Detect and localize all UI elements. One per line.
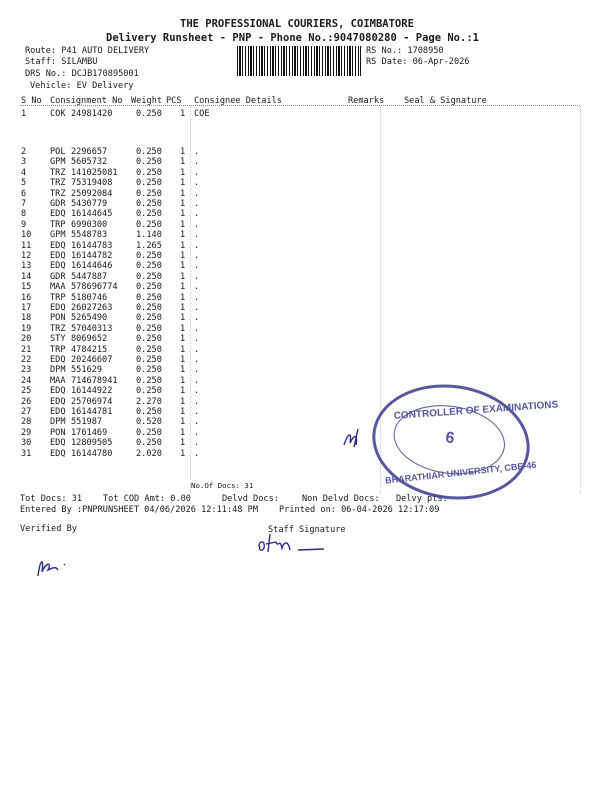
col-pcs: PCS [166, 96, 182, 106]
row-consignment-no: 12809505 [71, 438, 113, 449]
row-consignee: . [194, 178, 200, 189]
row-prefix: DPM [50, 365, 66, 376]
row-consignment-no: 75319408 [71, 178, 113, 189]
row-sno: 13 [21, 261, 32, 272]
row-weight: 0.250 [136, 386, 162, 397]
tot-docs: Tot Docs: 31 [20, 494, 83, 504]
row-consignment-no: 16144780 [71, 448, 113, 459]
row-consignment-no: 1761469 [71, 427, 108, 438]
row-pcs: 1 [180, 386, 186, 397]
row-prefix: EDQ [50, 261, 66, 272]
row-weight: 0.250 [136, 199, 162, 209]
row-sno: 30 [21, 438, 32, 449]
row-pcs: 1 [180, 417, 186, 428]
row-consignee: . [194, 417, 200, 428]
row-weight: 0.250 [136, 219, 162, 230]
row-weight: 0.250 [136, 261, 162, 272]
row-consignee: . [194, 199, 200, 209]
stamp-top-text: CONTROLLER OF EXAMINATIONS [393, 399, 559, 422]
row-consignee: . [194, 323, 200, 334]
row-weight: 0.250 [136, 323, 162, 334]
col-seal: Seal & Signature [404, 96, 487, 106]
row-prefix: DPM [50, 417, 66, 428]
row-pcs: 1 [180, 427, 186, 438]
table-row [0, 178, 600, 188]
row-consignee: . [194, 334, 200, 345]
row-sno: 22 [21, 355, 32, 365]
header-separator [20, 105, 580, 106]
table-row [0, 261, 600, 271]
row-consignment-no: 16144781 [71, 407, 113, 417]
row-sno: 10 [21, 230, 32, 241]
row-consignee: . [194, 219, 200, 230]
row-pcs: 1 [180, 109, 186, 119]
row-pcs: 1 [180, 292, 186, 303]
row-prefix: POL [50, 147, 66, 157]
row-consignee: . [194, 365, 200, 376]
row-consignment-no: 16144922 [71, 386, 113, 397]
row-pcs: 1 [180, 334, 186, 345]
row-weight: 0.250 [136, 157, 162, 168]
no-of-docs: No.Of Docs: 31 [191, 481, 254, 490]
row-weight: 0.250 [136, 271, 162, 282]
verifier-signature [34, 550, 78, 582]
row-weight: 0.250 [136, 365, 162, 376]
table-row [0, 386, 600, 396]
row-weight: 1.265 [136, 240, 162, 251]
col-consignment: Consignment No [50, 96, 123, 106]
row-pcs: 1 [180, 365, 186, 376]
row-pcs: 1 [180, 344, 186, 355]
table-row [0, 199, 600, 209]
col-consignee: Consignee Details [194, 96, 282, 106]
row-consignment-no: 5548783 [71, 230, 108, 241]
table-row [0, 345, 600, 355]
row-weight: 0.250 [136, 355, 162, 365]
row-consignment-no: 551629 [71, 365, 103, 376]
row-pcs: 1 [180, 355, 186, 365]
row-pcs: 1 [180, 230, 186, 241]
row-prefix: EDQ [50, 240, 66, 251]
row-pcs: 1 [180, 219, 186, 230]
row-prefix: GDR [50, 199, 66, 209]
row-prefix: STY [50, 334, 66, 345]
row-weight: 0.250 [136, 147, 162, 157]
delvd-docs: Delvd Docs: [222, 494, 279, 504]
row-consignee: . [194, 167, 200, 178]
row-sno: 28 [21, 417, 32, 428]
row-weight: 0.250 [136, 188, 162, 199]
row-weight: 0.520 [136, 417, 162, 428]
table-row [0, 220, 600, 230]
row-consignment-no: 24981420 [71, 109, 113, 119]
row-weight: 2.020 [136, 448, 162, 459]
row-sno: 25 [21, 386, 32, 397]
table-row [0, 293, 600, 303]
row-weight: 0.250 [136, 427, 162, 438]
row-prefix: EDQ [50, 303, 66, 313]
row-prefix: EDQ [50, 386, 66, 397]
row-prefix: EDQ [50, 448, 66, 459]
row-prefix: TRP [50, 292, 66, 303]
row-prefix: EDQ [50, 355, 66, 365]
table-row [0, 313, 600, 323]
row-weight: 0.250 [136, 178, 162, 189]
table-row [0, 209, 600, 219]
row-prefix: GPM [50, 230, 66, 241]
row-consignee: . [194, 251, 200, 261]
col-sno: S No [21, 96, 42, 106]
row-consignment-no: 5180746 [71, 292, 108, 303]
row-consignment-no: 57040313 [71, 323, 113, 334]
rs-date: RS Date: 06-Apr-2026 [366, 57, 470, 67]
row-consignment-no: 8069652 [71, 334, 108, 345]
table-row [0, 355, 600, 365]
row-consignee: . [194, 292, 200, 303]
row-consignee: . [194, 438, 200, 449]
table-row [0, 282, 600, 292]
row-sno: 16 [21, 292, 32, 303]
row-sno: 20 [21, 334, 32, 345]
row-consignment-no: 5605732 [71, 157, 108, 168]
row-pcs: 1 [180, 240, 186, 251]
row-consignee: . [194, 407, 200, 417]
row-sno: 23 [21, 365, 32, 376]
row-weight: 0.250 [136, 282, 162, 293]
row-weight: 0.250 [136, 438, 162, 449]
row-consignment-no: 141025081 [71, 167, 118, 178]
row-pcs: 1 [180, 261, 186, 272]
row-sno: 29 [21, 427, 32, 438]
row-consignment-no: 25092084 [71, 188, 113, 199]
row-consignment-no: 5447887 [71, 271, 108, 282]
table-row [0, 365, 600, 375]
row-prefix: TRZ [50, 323, 66, 334]
table-row [0, 157, 600, 167]
row-sno: 19 [21, 323, 32, 334]
table-row [0, 324, 600, 334]
non-delvd-docs: Non Delvd Docs: [302, 494, 380, 504]
row-pcs: 1 [180, 271, 186, 282]
stamp-center-mark: 6 [444, 429, 456, 448]
row-prefix: EDQ [50, 396, 66, 407]
staff: Staff: SILAMBU [25, 57, 98, 67]
row-sno: 11 [21, 240, 32, 251]
row-sno: 2 [21, 147, 27, 157]
table-row [0, 189, 600, 199]
row-prefix: PON [50, 427, 66, 438]
row-prefix: EDQ [50, 407, 66, 417]
row-prefix: TRP [50, 344, 66, 355]
row-pcs: 1 [180, 178, 186, 189]
entered-by: Entered By :PNPRUNSHEET 04/06/2026 12:11:48 PM [20, 505, 258, 515]
table-row [0, 334, 600, 344]
row-consignment-no: 6990300 [71, 219, 108, 230]
row-consignee: . [194, 271, 200, 282]
row-sno: 15 [21, 282, 32, 293]
row-consignment-no: 4784215 [71, 344, 108, 355]
row-pcs: 1 [180, 396, 186, 407]
row-weight: 0.250 [136, 209, 162, 220]
row-prefix: PON [50, 313, 66, 324]
row-consignment-no: 26027263 [71, 303, 113, 313]
row-pcs: 1 [180, 167, 186, 178]
row-consignment-no: 16144646 [71, 261, 113, 272]
row-sno: 3 [21, 157, 27, 168]
row-consignment-no: 551987 [71, 417, 103, 428]
row-sno: 24 [21, 375, 32, 386]
row-sno: 27 [21, 407, 32, 417]
vehicle: Vehicle: EV Delivery [30, 81, 134, 91]
drs-number: DRS No.: DCJB170895001 [25, 69, 139, 79]
table-row [0, 147, 600, 157]
row-consignee: . [194, 303, 200, 313]
table-row [0, 272, 600, 282]
barcode [237, 46, 361, 76]
row-sno: 18 [21, 313, 32, 324]
row-weight: 0.250 [136, 334, 162, 345]
row-consignment-no: 5430779 [71, 199, 108, 209]
row-prefix: COK [50, 109, 66, 119]
row-prefix: GDR [50, 271, 66, 282]
row-sno: 7 [21, 199, 27, 209]
row-pcs: 1 [180, 188, 186, 199]
row-pcs: 1 [180, 157, 186, 168]
row-consignee: . [194, 448, 200, 459]
row-consignee: . [194, 375, 200, 386]
row-weight: 0.250 [136, 251, 162, 261]
row-pcs: 1 [180, 209, 186, 220]
row-consignment-no: 20246607 [71, 355, 113, 365]
row-consignee: . [194, 240, 200, 251]
row-weight: 0.250 [136, 167, 162, 178]
staff-signature-label: Staff Signature [268, 525, 346, 535]
row-sno: 14 [21, 271, 32, 282]
route: Route: P41 AUTO DELIVERY [25, 46, 150, 56]
row-prefix: TRZ [50, 167, 66, 178]
row-pcs: 1 [180, 448, 186, 459]
row-consignee: . [194, 313, 200, 324]
row-weight: 0.250 [136, 292, 162, 303]
row-consignee: . [194, 188, 200, 199]
row-sno: 4 [21, 167, 27, 178]
row-prefix: EDQ [50, 438, 66, 449]
table-row [0, 251, 600, 261]
row-pcs: 1 [180, 251, 186, 261]
row-weight: 0.250 [136, 375, 162, 386]
row-consignment-no: 16144783 [71, 240, 113, 251]
table-row [0, 303, 600, 313]
row-pcs: 1 [180, 303, 186, 313]
row-consignee: . [194, 230, 200, 241]
staff-signature [254, 530, 334, 558]
row-consignment-no: 2296657 [71, 147, 108, 157]
row-prefix: MAA [50, 282, 66, 293]
row-prefix: EDQ [50, 209, 66, 220]
row-consignee: . [194, 282, 200, 293]
row-consignee: . [194, 261, 200, 272]
runsheet-title: Delivery Runsheet - PNP - Phone No.:9047080280 - Page No.:1 [106, 32, 479, 44]
row-sno: 17 [21, 303, 32, 313]
table-row [0, 230, 600, 240]
row-consignee: . [194, 386, 200, 397]
row-sno: 8 [21, 209, 27, 220]
row-weight: 0.250 [136, 344, 162, 355]
row-weight: 2.270 [136, 396, 162, 407]
row-consignee: . [194, 147, 200, 157]
row-prefix: TRZ [50, 178, 66, 189]
row-consignment-no: 25706974 [71, 396, 113, 407]
row-consignment-no: 16144645 [71, 209, 113, 220]
row-weight: 1.140 [136, 230, 162, 241]
row-weight: 0.250 [136, 303, 162, 313]
row-consignee: . [194, 344, 200, 355]
col-weight: Weight [131, 96, 163, 106]
table-row [0, 376, 600, 386]
row-consignment-no: 578696774 [71, 282, 118, 293]
row-consignee: . [194, 157, 200, 168]
row-prefix: MAA [50, 375, 66, 386]
row-sno: 12 [21, 251, 32, 261]
row-sno: 1 [21, 109, 27, 119]
row-consignee: COE [194, 109, 210, 119]
company-name: THE PROFESSIONAL COURIERS, COIMBATORE [180, 18, 414, 30]
row-pcs: 1 [180, 282, 186, 293]
row-weight: 0.250 [136, 407, 162, 417]
stamp-bottom-text: BHARATHIAR UNIVERSITY, CBE-46 [384, 459, 537, 486]
row-consignment-no: 714678941 [71, 375, 118, 386]
rs-number: RS No.: 1708950 [366, 46, 444, 56]
row-consignment-no: 5265490 [71, 313, 108, 324]
table-row [0, 241, 600, 251]
row-consignment-no: 16144782 [71, 251, 113, 261]
row-weight: 0.250 [136, 313, 162, 324]
row-pcs: 1 [180, 407, 186, 417]
row-consignee: . [194, 396, 200, 407]
row-weight: 0.250 [136, 109, 162, 119]
verified-by-label: Verified By [20, 524, 77, 534]
row-prefix: GPM [50, 157, 66, 168]
row-sno: 21 [21, 344, 32, 355]
row-pcs: 1 [180, 323, 186, 334]
row-pcs: 1 [180, 199, 186, 209]
row-sno: 31 [21, 448, 32, 459]
printed-on: Printed on: 06-04-2026 12:17:09 [279, 505, 440, 515]
row-prefix: EDQ [50, 251, 66, 261]
row-pcs: 1 [180, 147, 186, 157]
row-pcs: 1 [180, 438, 186, 449]
row-prefix: TRP [50, 219, 66, 230]
row-sno: 6 [21, 188, 27, 199]
col-remarks: Remarks [348, 96, 385, 106]
row-prefix: TRZ [50, 188, 66, 199]
row-sno: 5 [21, 178, 27, 189]
table-row [0, 109, 600, 119]
delvy-pts: Delvy pts: [396, 494, 448, 504]
row-pcs: 1 [180, 313, 186, 324]
table-row [0, 168, 600, 178]
row-pcs: 1 [180, 375, 186, 386]
row-sno: 9 [21, 219, 27, 230]
row-consignee: . [194, 427, 200, 438]
row-consignee: . [194, 209, 200, 220]
handwritten-mark [340, 425, 370, 451]
row-sno: 26 [21, 396, 32, 407]
tot-cod-amt: Tot COD Amt: 0.00 [103, 494, 191, 504]
row-consignee: . [194, 355, 200, 365]
